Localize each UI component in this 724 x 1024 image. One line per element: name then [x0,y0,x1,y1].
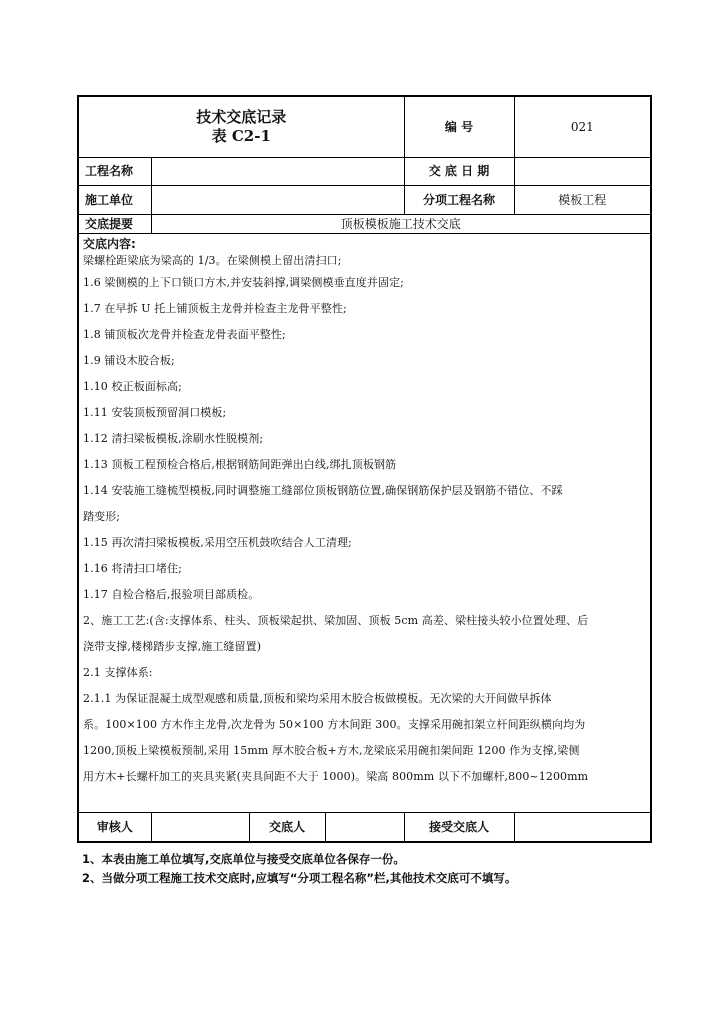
subproject-value[interactable]: 模板工程 [514,185,651,214]
content-cell [78,233,651,812]
content-line: 梁螺栓距梁底为梁高的 1/3。在梁侧模上留出清扫口; [83,253,342,267]
construction-unit-label: 施工单位 [78,185,151,214]
reviewer-label: 审核人 [78,812,151,842]
footnote: 2、当做分项工程施工技术交底时,应填写“分项工程名称”栏,其他技术交底可不填写。 [82,871,517,885]
content-line: 踏变形; [83,509,121,523]
content-line: 1.10 校正板面标高; [83,379,182,393]
content-line: 2.1 支撑体系: [83,665,153,679]
project-name-value[interactable] [151,157,404,185]
content-heading: 交底内容: [83,236,136,251]
number-label: 编 号 [404,96,514,157]
content-line: 系。100×100 方木作主龙骨,次龙骨为 50×100 方木间距 300。支撑采用碗扣架立杆间距纵横向均为 [83,717,586,731]
content-line: 1.9 铺设木胶合板; [83,353,175,367]
footnote: 1、本表由施工单位填写,交底单位与接受交底单位各保存一份。 [82,852,405,866]
content-line: 1.7 在早拆 U 托上铺顶板主龙骨并检查主龙骨平整性; [83,301,347,315]
subproject-label: 分项工程名称 [404,185,514,214]
form-code: 表 C2-1 [211,126,271,145]
construction-unit-value[interactable] [151,185,404,214]
discloser-label: 交底人 [249,812,325,842]
number-value: 021 [514,96,651,157]
form-title-cell [78,96,404,157]
content-line: 用方木+长螺杆加工的夹具夹紧(夹具间距不大于 1000)。梁高 800mm 以下不加螺杆,800~1200mm [83,769,589,783]
content-line: 1.17 自检合格后,报验项目部质检。 [83,587,260,601]
footnotes [82,850,682,888]
content-line: 1200,顶板上梁模板预制,采用 15mm 厚木胶合板+方木,龙梁底采用碗扣架间距 1200 作为支撑,梁侧 [83,743,580,757]
reviewer-value[interactable] [151,812,249,842]
content-line: 浇带支撑,楼梯踏步支撑,施工缝留置) [83,639,262,653]
content-line: 1.16 将清扫口堵住; [83,561,182,575]
content-line: 1.8 铺顶板次龙骨并检查龙骨表面平整性; [83,327,286,341]
date-value[interactable] [514,157,651,185]
content-line: 2.1.1 为保证混凝土成型观感和质量,顶板和梁均采用木胶合板做模板。无次梁的大开间做早拆体 [83,691,552,705]
project-name-label: 工程名称 [78,157,151,185]
summary-label: 交底提要 [78,214,151,233]
disclosure-record-table [77,95,652,843]
content-line: 1.15 再次清扫梁板模板,采用空压机鼓吹结合人工清理; [83,535,352,549]
content-line: 1.11 安装顶板预留洞口模板; [83,405,227,419]
content-line: 1.13 顶板工程预检合格后,根据钢筋间距弹出白线,绑扎顶板钢筋 [83,457,397,471]
date-label: 交 底 日 期 [404,157,514,185]
summary-value[interactable]: 顶板模板施工技术交底 [151,214,651,233]
receiver-label: 接受交底人 [404,812,514,842]
content-line: 2、施工工艺:(含:支撑体系、柱头、顶板梁起拱、梁加固、顶板 5cm 高差、梁柱接头较小位置处理、后 [83,613,589,627]
form-title: 技术交底记录 [196,107,287,126]
receiver-value[interactable] [514,812,651,842]
content-line: 1.12 清扫梁板模板,涂刷水性脱模剂; [83,431,264,445]
content-line: 1.6 梁侧模的上下口锁口方木,并安装斜撑,调梁侧模垂直度并固定; [83,275,404,289]
content-line: 1.14 安装施工缝梳型模板,同时调整施工缝部位顶板钢筋位置,确保钢筋保护层及钢筋不错位、不踩 [83,483,563,497]
discloser-value[interactable] [325,812,404,842]
